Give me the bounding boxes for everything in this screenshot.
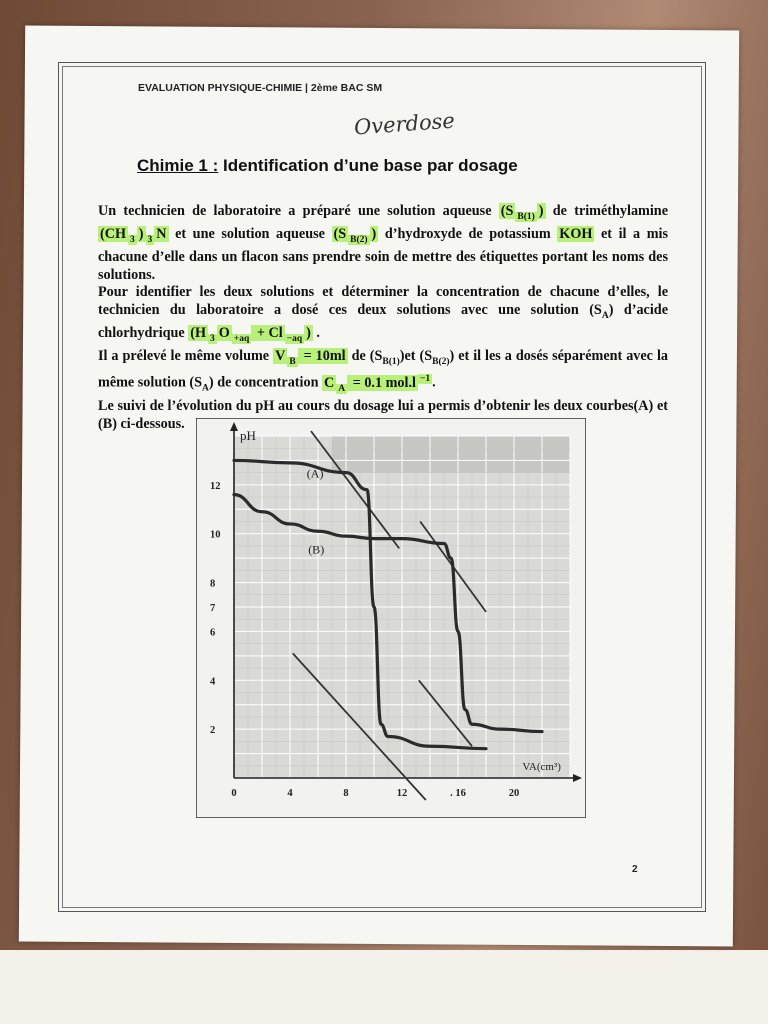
y-tick-label: 10 [210,529,221,541]
highlighted-run: B(1) [517,211,535,222]
highlighted-run: N [156,226,167,243]
x-tick-label: . 16 [450,788,466,799]
x-tick-label: 0 [231,788,237,799]
highlighted-run: (S [333,226,347,243]
text-run: . [432,375,436,392]
text-run: Un technicien de laboratoire a préparé une solution aqueuse [98,203,499,219]
handwritten-note: Overdose [353,108,456,140]
highlighted-run: ) [538,203,544,219]
y-tick-label: 6 [210,627,216,639]
y-tick-label: 7 [210,603,216,614]
x-tick-label: 4 [287,788,293,799]
text-run: ) d’acide chlorhydrique [98,301,668,341]
highlighted-run: −1 [419,374,431,385]
highlighted-run: 3 [130,235,135,246]
text-run: de (S [347,348,383,365]
highlighted-run: 3 [147,235,153,246]
exercise-title-text: Identification d’une base par dosage [218,156,518,175]
highlighted-run: (CH [100,226,127,243]
highlighted-run: = 10ml [299,348,346,365]
highlighted-run: ) [138,226,144,243]
text-run: B(2) [432,356,450,367]
x-axis-label: VA(cm³) [522,761,561,773]
y-tick-label: 2 [210,725,216,737]
highlighted-run: ) [371,226,377,243]
exercise-label: Chimie 1 : [137,156,219,175]
highlighted-run: = 0.1 mol.l [349,375,416,392]
text-run: )et (S [399,348,433,365]
text-run: A [202,383,209,394]
text-run: A [601,310,609,321]
highlighted-run: 3 [210,333,215,344]
exercise-title [137,156,518,176]
highlighted-run: + Cl [253,324,283,341]
text-run: Le suivi de l’évolution du pH au cours du dosage lui a permis d’obtenir les deux courbes(A) et (B) ci-dessous. [98,398,668,432]
titration-chart [196,418,586,823]
x-tick-label: 12 [396,788,408,799]
highlighted-run: B(2) [350,235,368,246]
text-run: de triméthylamine [545,203,668,219]
highlighted-run: O [218,324,230,341]
x-tick-label: 8 [343,788,349,799]
text-run: Il a prélevé le même volume [98,348,274,365]
text-run: d’hydroxyde de potassium [378,226,558,243]
highlighted-run: (H [190,324,207,341]
highlighted-run: +aq [233,333,250,344]
highlighted-run: −aq [286,333,303,344]
text-run: et une solution aqueuse [168,226,332,243]
text-run: . [312,324,320,341]
highlighted-run: C [324,375,335,392]
text-run: ) et il les a dosés séparément avec la même solution (S [98,348,668,392]
highlighted-run: B [289,356,296,367]
titration-chart-svg [196,418,586,818]
curve-label: (A) [306,466,324,481]
text-run: Pour identifier les deux solutions et déterminer la concentration de chacune d’elles, le technicien du laboratoire a dosé ces deux solutions avec une solution (S [98,284,668,318]
page-number: 2 [632,864,638,875]
statement-paragraph [98,203,668,284]
curve-label: (B) [308,542,325,557]
text-run: B(1) [382,356,400,367]
x-tick-label: 20 [508,788,520,799]
highlighted-run: KOH [559,226,593,243]
statement-paragraph [98,284,668,348]
plot-shade [332,436,570,473]
highlighted-run: ) [306,324,311,341]
y-axis-label: pH [240,428,256,443]
y-tick-label: 4 [210,676,216,688]
highlighted-run: A [338,383,346,394]
y-tick-label: 8 [210,578,216,590]
exercise-statement [98,203,668,433]
highlighted-run: V [275,348,286,365]
highlighted-run: (S [500,203,514,219]
statement-paragraph [98,348,668,398]
text-run: ) de concentration [208,375,323,392]
text-run: et il a mis chacune d’elle dans un flacon sans prendre soin de mettre des étiquettes portant les noms des solutions. [98,226,669,283]
y-tick-label: 12 [210,480,221,492]
exam-header: EVALUATION PHYSIQUE-CHIMIE | 2ème BAC SM [138,82,383,94]
